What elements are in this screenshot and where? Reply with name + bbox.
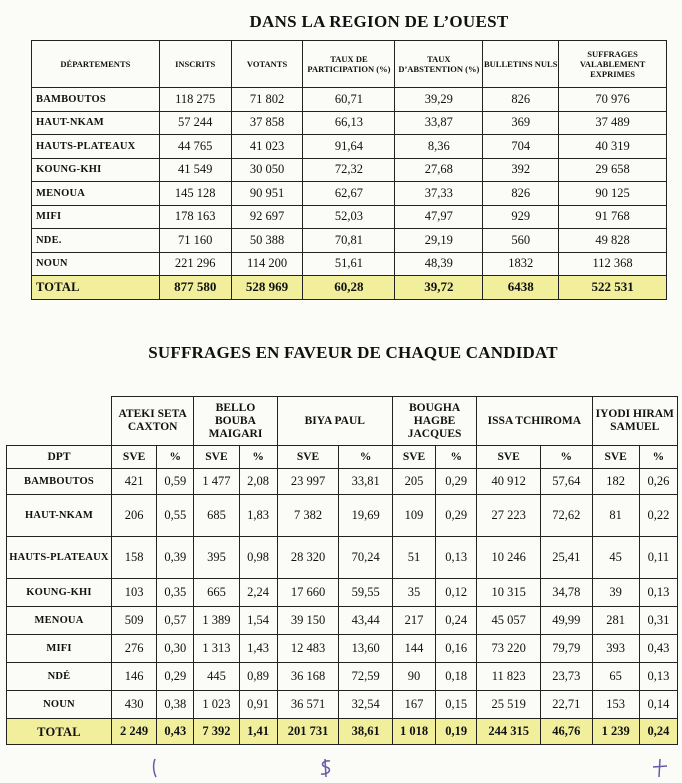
total-value: 0,19 (436, 719, 477, 745)
value-cell: 36 168 (277, 663, 339, 691)
value-cell: 10 246 (477, 537, 541, 579)
value-cell: 43,44 (339, 607, 393, 635)
value-cell: 0,29 (436, 495, 477, 537)
value-cell: 276 (111, 635, 156, 663)
value-cell: 71 802 (231, 88, 303, 112)
value-cell: 421 (111, 469, 156, 495)
value-cell: 0,30 (157, 635, 194, 663)
value-cell: 1 313 (194, 635, 239, 663)
value-cell: 90 125 (559, 182, 667, 206)
value-cell: 0,12 (436, 579, 477, 607)
total-value: 7 392 (194, 719, 239, 745)
value-cell: 0,22 (639, 495, 677, 537)
value-cell: 37 489 (559, 111, 667, 135)
value-cell: 0,57 (157, 607, 194, 635)
table-row (32, 229, 667, 253)
pct-header: % (239, 446, 277, 469)
value-cell: 27 223 (477, 495, 541, 537)
value-cell: 11 823 (477, 663, 541, 691)
pct-header: % (639, 446, 677, 469)
value-cell: 34,78 (541, 579, 592, 607)
col-header: BULLETINS NULS (483, 41, 559, 88)
value-cell: 28 320 (277, 537, 339, 579)
value-cell: 49 828 (559, 229, 667, 253)
value-cell: 25,41 (541, 537, 592, 579)
table-row (7, 537, 678, 579)
col-header: TAUX DE PARTICIPATION (%) (303, 41, 395, 88)
value-cell: 114 200 (231, 252, 303, 276)
value-cell: 560 (483, 229, 559, 253)
sve-header: SVE (194, 446, 239, 469)
value-cell: 392 (483, 158, 559, 182)
value-cell: 10 315 (477, 579, 541, 607)
value-cell: 72,32 (303, 158, 395, 182)
value-cell: 0,13 (639, 579, 677, 607)
table-row (7, 607, 678, 635)
value-cell: 1832 (483, 252, 559, 276)
value-cell: 40 319 (559, 135, 667, 159)
value-cell: 12 483 (277, 635, 339, 663)
value-cell: 1,83 (239, 495, 277, 537)
value-cell: 66,13 (303, 111, 395, 135)
value-cell: 91 768 (559, 205, 667, 229)
value-cell: 36 571 (277, 691, 339, 719)
value-cell: 2,24 (239, 579, 277, 607)
total-value: 0,24 (639, 719, 677, 745)
value-cell: 50 388 (231, 229, 303, 253)
candidate-header-row (7, 397, 678, 446)
value-cell: 65 (592, 663, 639, 691)
value-cell: 0,18 (436, 663, 477, 691)
pct-header: % (436, 446, 477, 469)
total-value: 201 731 (277, 719, 339, 745)
value-cell: 0,29 (436, 469, 477, 495)
votes-per-candidate-table (6, 396, 678, 745)
value-cell: 81 (592, 495, 639, 537)
value-cell: 41 549 (159, 158, 231, 182)
total-value: 1,41 (239, 719, 277, 745)
value-cell: 445 (194, 663, 239, 691)
dpt-header: DPT (7, 446, 112, 469)
table-row (7, 495, 678, 537)
department-cell: HAUTS-PLATEAUX (7, 537, 112, 579)
value-cell: 205 (392, 469, 435, 495)
table-row (32, 182, 667, 206)
department-cell: HAUT-NKAM (32, 111, 160, 135)
col-header: DÉPARTEMENTS (32, 41, 160, 88)
value-cell: 369 (483, 111, 559, 135)
value-cell: 167 (392, 691, 435, 719)
value-cell: 60,71 (303, 88, 395, 112)
total-value: 877 580 (159, 276, 231, 300)
total-value: 60,28 (303, 276, 395, 300)
value-cell: 71 160 (159, 229, 231, 253)
value-cell: 33,81 (339, 469, 393, 495)
value-cell: 0,16 (436, 635, 477, 663)
department-cell: MIFI (32, 205, 160, 229)
value-cell: 72,62 (541, 495, 592, 537)
value-cell: 72,59 (339, 663, 393, 691)
value-cell: 509 (111, 607, 156, 635)
value-cell: 0,15 (436, 691, 477, 719)
value-cell: 112 368 (559, 252, 667, 276)
table-row (7, 691, 678, 719)
value-cell: 0,31 (639, 607, 677, 635)
value-cell: 51,61 (303, 252, 395, 276)
value-cell: 30 050 (231, 158, 303, 182)
value-cell: 57 244 (159, 111, 231, 135)
department-cell: BAMBOUTOS (32, 88, 160, 112)
value-cell: 45 057 (477, 607, 541, 635)
value-cell: 0,98 (239, 537, 277, 579)
value-cell: 0,91 (239, 691, 277, 719)
value-cell: 221 296 (159, 252, 231, 276)
total-value: 6438 (483, 276, 559, 300)
value-cell: 217 (392, 607, 435, 635)
value-cell: 665 (194, 579, 239, 607)
total-label: TOTAL (7, 719, 112, 745)
value-cell: 685 (194, 495, 239, 537)
total-value: 38,61 (339, 719, 393, 745)
candidate-header: ISSA TCHIROMA (477, 397, 592, 446)
value-cell: 48,39 (395, 252, 483, 276)
sve-header: SVE (392, 446, 435, 469)
total-label: TOTAL (32, 276, 160, 300)
value-cell: 29 658 (559, 158, 667, 182)
value-cell: 0,59 (157, 469, 194, 495)
sve-header: SVE (277, 446, 339, 469)
candidate-header: ATEKI SETA CAXTON (111, 397, 193, 446)
value-cell: 430 (111, 691, 156, 719)
value-cell: 32,54 (339, 691, 393, 719)
value-cell: 704 (483, 135, 559, 159)
department-cell: HAUT-NKAM (7, 495, 112, 537)
total-value: 39,72 (395, 276, 483, 300)
value-cell: 51 (392, 537, 435, 579)
handwritten-mark (150, 758, 164, 783)
value-cell: 62,67 (303, 182, 395, 206)
value-cell: 25 519 (477, 691, 541, 719)
value-cell: 1 389 (194, 607, 239, 635)
value-cell: 1,54 (239, 607, 277, 635)
value-cell: 39 (592, 579, 639, 607)
value-cell: 27,68 (395, 158, 483, 182)
value-cell: 0,38 (157, 691, 194, 719)
value-cell: 158 (111, 537, 156, 579)
value-cell: 8,36 (395, 135, 483, 159)
value-cell: 39,29 (395, 88, 483, 112)
value-cell: 52,03 (303, 205, 395, 229)
value-cell: 79,79 (541, 635, 592, 663)
col-header: TAUX D’ABSTENTION (%) (395, 41, 483, 88)
total-value: 0,43 (157, 719, 194, 745)
department-cell: BAMBOUTOS (7, 469, 112, 495)
total-value: 1 018 (392, 719, 435, 745)
total-value: 1 239 (592, 719, 639, 745)
value-cell: 109 (392, 495, 435, 537)
sve-header: SVE (111, 446, 156, 469)
handwritten-signature (316, 758, 336, 783)
value-cell: 103 (111, 579, 156, 607)
value-cell: 39 150 (277, 607, 339, 635)
table-row (32, 111, 667, 135)
value-cell: 2,08 (239, 469, 277, 495)
blank-corner (7, 397, 112, 446)
value-cell: 17 660 (277, 579, 339, 607)
value-cell: 44 765 (159, 135, 231, 159)
value-cell: 206 (111, 495, 156, 537)
value-cell: 33,87 (395, 111, 483, 135)
table-row (7, 579, 678, 607)
value-cell: 826 (483, 88, 559, 112)
value-cell: 40 912 (477, 469, 541, 495)
subheader-row (7, 446, 678, 469)
table-row (32, 252, 667, 276)
department-cell: MENOUA (7, 607, 112, 635)
total-row (7, 719, 678, 745)
value-cell: 57,64 (541, 469, 592, 495)
value-cell: 1,43 (239, 635, 277, 663)
total-value: 522 531 (559, 276, 667, 300)
value-cell: 393 (592, 635, 639, 663)
value-cell: 19,69 (339, 495, 393, 537)
candidate-header: BOUGHA HAGBE JACQUES (392, 397, 476, 446)
total-value: 2 249 (111, 719, 156, 745)
value-cell: 49,99 (541, 607, 592, 635)
candidate-header: IYODI HIRAM SAMUEL (592, 397, 677, 446)
table-row (7, 635, 678, 663)
value-cell: 0,11 (639, 537, 677, 579)
value-cell: 23,73 (541, 663, 592, 691)
value-cell: 145 128 (159, 182, 231, 206)
value-cell: 0,14 (639, 691, 677, 719)
table-row (7, 469, 678, 495)
candidates-title: SUFFRAGES EN FAVEUR DE CHAQUE CANDIDAT (148, 343, 558, 362)
value-cell: 37,33 (395, 182, 483, 206)
value-cell: 91,64 (303, 135, 395, 159)
value-cell: 826 (483, 182, 559, 206)
value-cell: 0,26 (639, 469, 677, 495)
department-cell: NOUN (32, 252, 160, 276)
table-row (32, 158, 667, 182)
value-cell: 70,81 (303, 229, 395, 253)
table-header-row (32, 41, 667, 88)
candidate-header: BIYA PAUL (277, 397, 392, 446)
value-cell: 37 858 (231, 111, 303, 135)
value-cell: 0,43 (639, 635, 677, 663)
pct-header: % (541, 446, 592, 469)
value-cell: 0,89 (239, 663, 277, 691)
value-cell: 0,13 (436, 537, 477, 579)
department-cell: MENOUA (32, 182, 160, 206)
department-cell: NDÉ (7, 663, 112, 691)
value-cell: 90 951 (231, 182, 303, 206)
pct-header: % (339, 446, 393, 469)
region-title: DANS LA REGION DE L’OUEST (249, 12, 509, 31)
pct-header: % (157, 446, 194, 469)
candidate-header: BELLO BOUBA MAIGARI (194, 397, 277, 446)
value-cell: 395 (194, 537, 239, 579)
value-cell: 35 (392, 579, 435, 607)
value-cell: 182 (592, 469, 639, 495)
value-cell: 281 (592, 607, 639, 635)
value-cell: 118 275 (159, 88, 231, 112)
total-value: 244 315 (477, 719, 541, 745)
col-header: SUFFRAGES VALABLEMENT EXPRIMES (559, 41, 667, 88)
total-row (32, 276, 667, 300)
value-cell: 45 (592, 537, 639, 579)
value-cell: 70,24 (339, 537, 393, 579)
department-cell: NOUN (7, 691, 112, 719)
value-cell: 0,35 (157, 579, 194, 607)
table-row (32, 135, 667, 159)
value-cell: 0,39 (157, 537, 194, 579)
total-value: 46,76 (541, 719, 592, 745)
sve-header: SVE (592, 446, 639, 469)
department-cell: KOUNG-KHI (32, 158, 160, 182)
value-cell: 0,13 (639, 663, 677, 691)
department-cell: MIFI (7, 635, 112, 663)
department-cell: KOUNG-KHI (7, 579, 112, 607)
value-cell: 1 023 (194, 691, 239, 719)
value-cell: 144 (392, 635, 435, 663)
value-cell: 29,19 (395, 229, 483, 253)
col-header: VOTANTS (231, 41, 303, 88)
value-cell: 92 697 (231, 205, 303, 229)
handwritten-mark (650, 758, 670, 783)
department-cell: HAUTS-PLATEAUX (32, 135, 160, 159)
value-cell: 929 (483, 205, 559, 229)
value-cell: 0,24 (436, 607, 477, 635)
value-cell: 41 023 (231, 135, 303, 159)
table-row (7, 663, 678, 691)
table-row (32, 205, 667, 229)
value-cell: 73 220 (477, 635, 541, 663)
value-cell: 59,55 (339, 579, 393, 607)
value-cell: 153 (592, 691, 639, 719)
value-cell: 13,60 (339, 635, 393, 663)
department-cell: NDE. (32, 229, 160, 253)
value-cell: 90 (392, 663, 435, 691)
results-by-department-table (31, 40, 667, 300)
value-cell: 7 382 (277, 495, 339, 537)
value-cell: 23 997 (277, 469, 339, 495)
value-cell: 0,29 (157, 663, 194, 691)
value-cell: 0,55 (157, 495, 194, 537)
sve-header: SVE (477, 446, 541, 469)
value-cell: 70 976 (559, 88, 667, 112)
table-row (32, 88, 667, 112)
value-cell: 1 477 (194, 469, 239, 495)
value-cell: 146 (111, 663, 156, 691)
value-cell: 178 163 (159, 205, 231, 229)
total-value: 528 969 (231, 276, 303, 300)
value-cell: 47,97 (395, 205, 483, 229)
value-cell: 22,71 (541, 691, 592, 719)
col-header: INSCRITS (159, 41, 231, 88)
